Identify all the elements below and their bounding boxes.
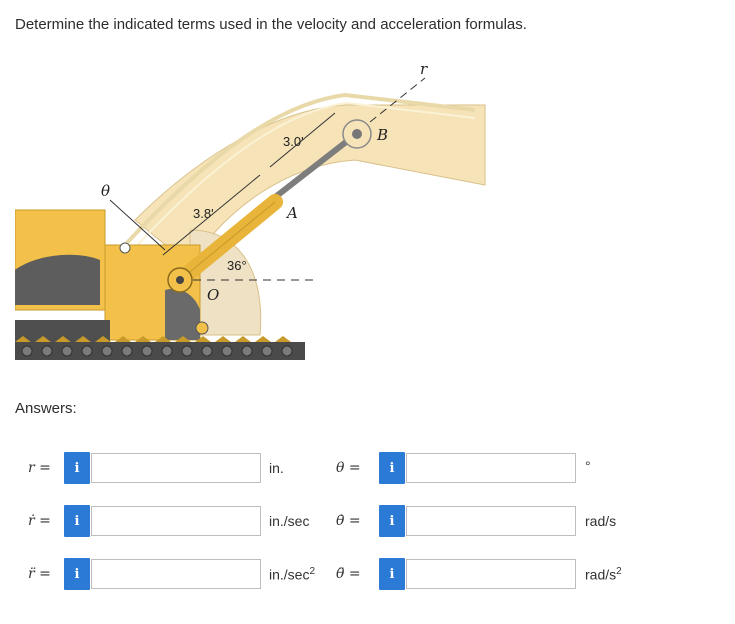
pivot-lower: [196, 322, 208, 334]
answers-heading: Answers:: [15, 400, 77, 417]
theta-dot-input[interactable]: [406, 506, 576, 536]
info-icon[interactable]: i: [64, 452, 90, 484]
answer-row-r-dot: [0, 505, 735, 539]
label-theta: θ: [101, 182, 111, 200]
unit-in-per-sec2: $in./\sec^2$: [269, 566, 316, 583]
label-3-8: 3.8': [193, 206, 214, 221]
label-theta-ddot-value: θ̈ =: [336, 566, 361, 582]
label-o: O: [207, 286, 220, 304]
info-icon[interactable]: i: [379, 452, 405, 484]
unit-in: in.: [269, 460, 284, 476]
theta-input[interactable]: [406, 453, 576, 483]
info-icon[interactable]: i: [379, 558, 405, 590]
unit-rad-per-s2: rad/$s^2$: [585, 566, 622, 583]
label-r-value: r =: [28, 460, 51, 476]
unit-degree: °: [585, 458, 591, 474]
question-text: Determine the indicated terms used in the velocity and acceleration formulas.: [15, 16, 527, 33]
label-b: B: [377, 126, 389, 144]
label-r: r: [420, 60, 428, 78]
theta-ddot-input[interactable]: [406, 559, 576, 589]
r-input[interactable]: [91, 453, 261, 483]
label-r-ddot-value: r̈ =: [28, 566, 51, 582]
r-ddot-input[interactable]: [91, 559, 261, 589]
label-36: 36°: [227, 258, 247, 273]
answer-row-r: [0, 452, 735, 486]
r-dot-input[interactable]: [91, 506, 261, 536]
info-icon[interactable]: i: [379, 505, 405, 537]
label-a: A: [287, 204, 298, 222]
excavator-figure: [15, 50, 495, 370]
unit-in-per-sec: in./sec: [269, 513, 310, 529]
info-icon[interactable]: i: [64, 505, 90, 537]
pivot-small: [120, 243, 130, 253]
info-icon[interactable]: i: [64, 558, 90, 590]
label-3-0: 3.0': [283, 134, 304, 149]
answer-row-r-ddot: [0, 558, 735, 592]
label-r-dot-value: ṙ =: [28, 513, 51, 529]
label-theta-value: θ =: [336, 460, 361, 476]
unit-rad-per-s: rad/s: [585, 513, 617, 529]
label-theta-dot-value: θ̇ =: [336, 513, 361, 529]
